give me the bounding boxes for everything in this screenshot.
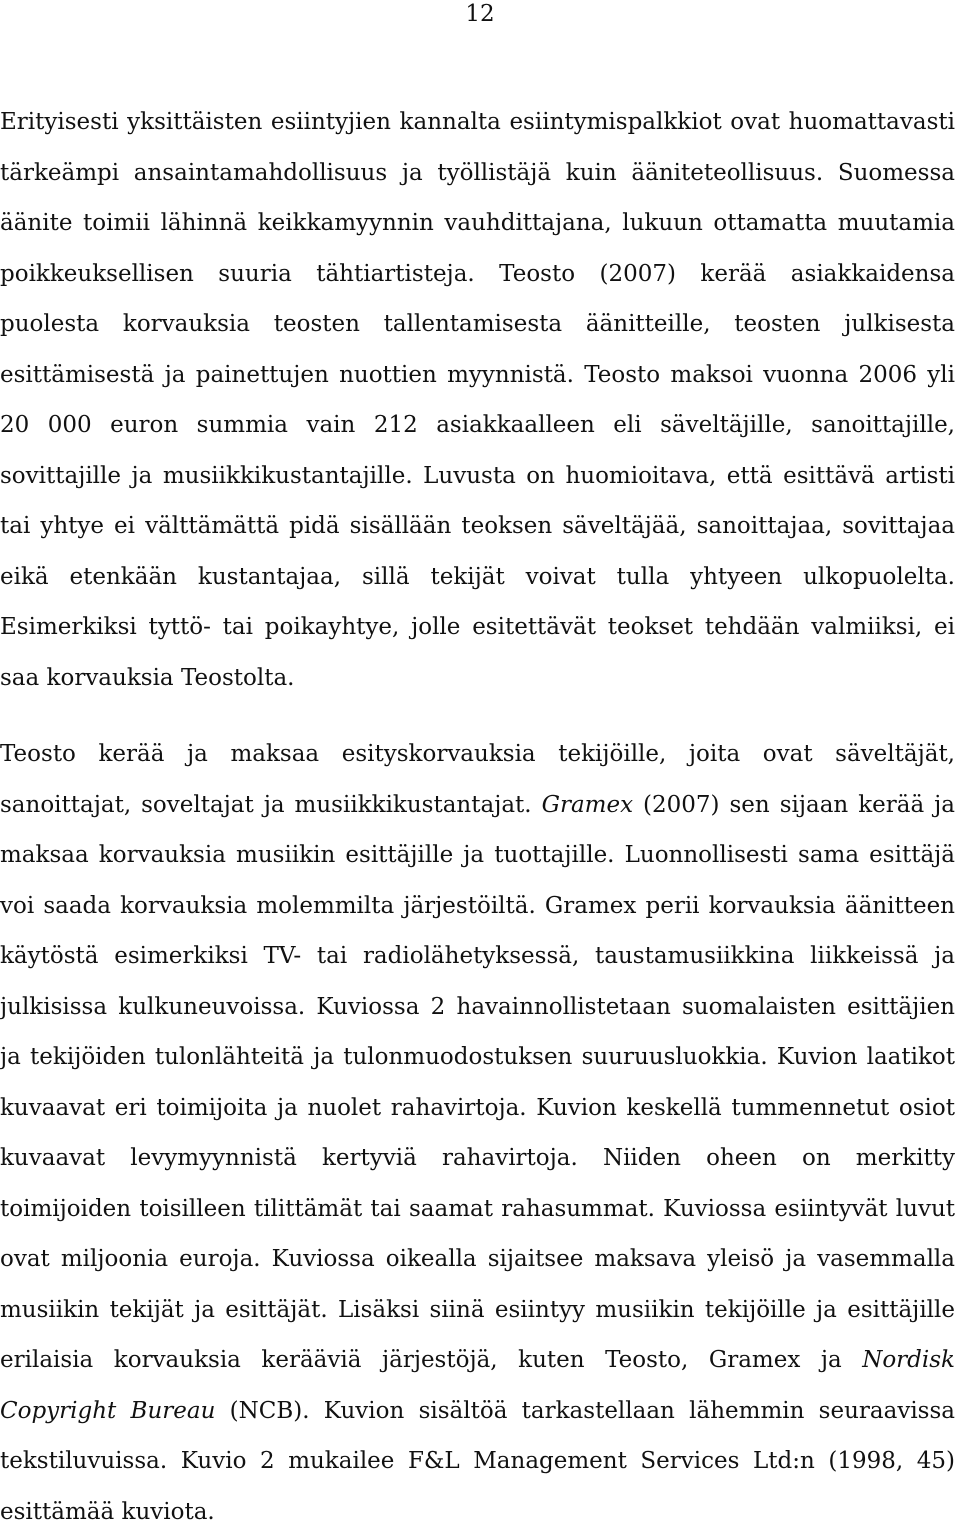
- gramex-italic-term: Gramex: [541, 791, 634, 818]
- paragraph-2: [0, 729, 955, 1537]
- ncb-italic-term: Nordisk Copyright Bureau: [0, 1347, 955, 1424]
- document-body: [0, 97, 955, 1537]
- paragraph-2-text-c: (NCB). Kuvion sisältöä tarkastellaan lähemmin seuraavissa tekstiluvuissa. Kuvio 2 mukailee F&L Management Services Ltd:n (1998, 45) esittämää kuviota.: [0, 1397, 955, 1525]
- paragraph-2-text-a: Teosto kerää ja maksaa esityskorvauksia tekijöille, joita ovat säveltäjät, sanoittajat, soveltajat ja musiikkikustantajat.: [0, 741, 955, 818]
- paragraph-1: Erityisesti yksittäisten esiintyjien kannalta esiintymispalkkiot ovat huomattavasti tärkeämpi ansaintamahdollisuus ja työllistäjä kuin ääniteteollisuus. Suomessa äänite toimii lähinnä keikkamyynnin vauhdittajana, lukuun ottamatta muutamia poikkeuksellisen suuria tähtiartisteja. Teosto (2007) kerää asiakkaidensa puolesta korvauksia teosten tallentamisesta äänitteille, teosten julkisesta esittämisestä ja painettujen nuottien myynnistä. Teosto maksoi vuonna 2006 yli 20 000 euron summia vain 212 asiakkaalleen eli säveltäjille, sanoittajille, sovittajille ja musiikkikustantajille. Luvusta on huomioitava, että esittävä artisti tai yhtye ei välttämättä pidä sisällään teoksen säveltäjää, sanoittajaa, sovittajaa eikä etenkään kustantajaa, sillä tekijät voivat tulla yhtyeen ulkopuolelta. Esimerkiksi tyttö- tai poikayhtye, jolle esitettävät teokset tehdään valmiiksi, ei saa korvauksia Teostolta.: [0, 109, 955, 691]
- paragraph-2-text-b: (2007) sen sijaan kerää ja maksaa korvauksia musiikin esittäjille ja tuottajille. Luonnollisesti sama esittäjä voi saada korvauksia molemmilta järjestöiltä. Gramex perii korvauksia äänitteen käytöstä esimerkiksi TV- tai radiolähetyksessä, taustamusiikkina liikkeissä ja julkisissa kulkuneuvoissa. Kuviossa 2 havainnollistetaan suomalaisten esittäjien ja tekijöiden tulonlähteitä ja tulonmuodostuksen suuruusluokkia. Kuvion laatikot kuvaavat eri toimijoita ja nuolet rahavirtoja. Kuvion keskellä tummennetut osiot kuvaavat levymyynnistä kertyviä rahavirtoja. Niiden oheen on merkitty toimijoiden toisilleen tilittämät tai saamat rahasummat. Kuviossa esiintyvät luvut ovat miljoonia euroja. Kuviossa oikealla sijaitsee maksava yleisö ja vasemmalla musiikin tekijät ja esittäjät. Lisäksi siinä esiintyy musiikin tekijöille ja esittäjille erilaisia korvauksia kerääviä järjestöjä, kuten Teosto, Gramex ja: [0, 791, 955, 1373]
- page-number: 12: [465, 1, 495, 27]
